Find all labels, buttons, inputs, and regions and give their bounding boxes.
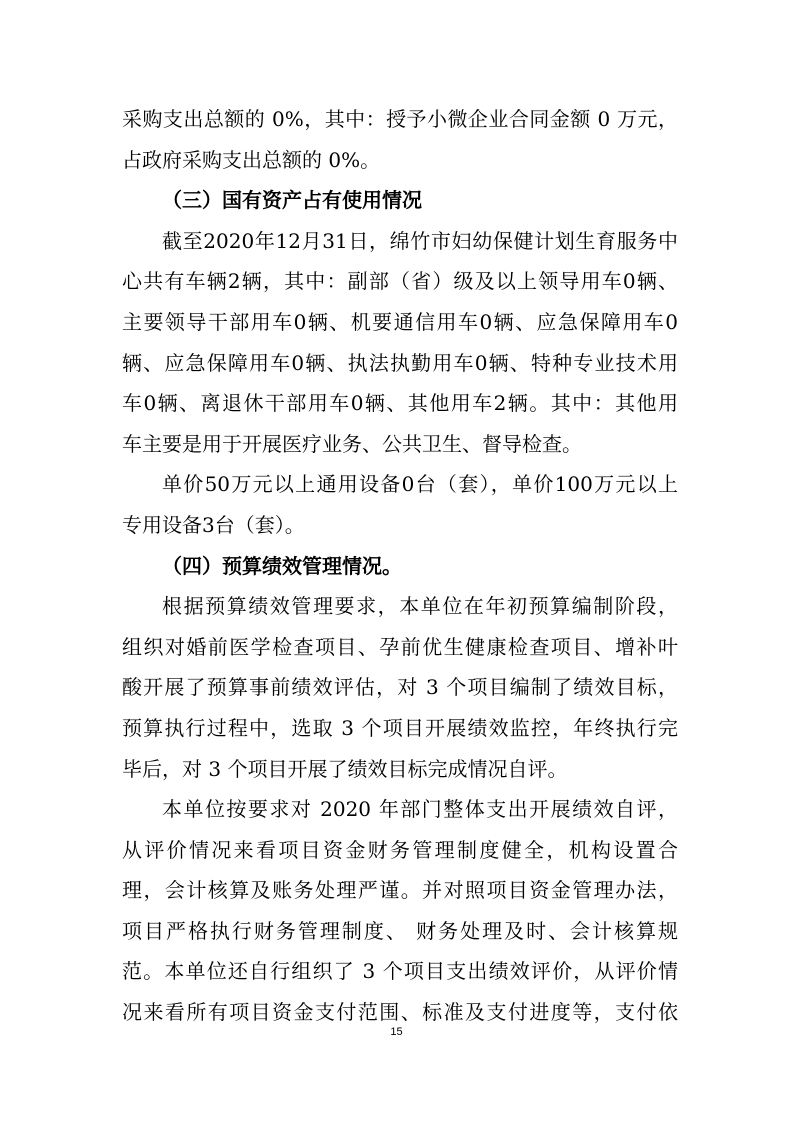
text-line: 截至2020年12月31日，绵竹市妇幼保健计划生育服务中 — [162, 228, 678, 253]
body-text — [122, 99, 678, 1033]
text-line: 预算执行过程中，选取 3 个项目开展绩效监控，年终执行完 — [122, 715, 678, 740]
text-line: 主要领导干部用车0辆、机要通信用车0辆、应急保障用车0 — [122, 309, 678, 334]
text-line: 车主要是用于开展医疗业务、公共卫生、督导检查。 — [122, 431, 582, 456]
text-line: 车0辆、离退休干部用车0辆、其他用车2辆。其中：其他用 — [122, 391, 678, 416]
text-line: 本单位按要求对 2020 年部门整体支出开展绩效自评， — [162, 797, 678, 822]
text-line: 采购支出总额的 0%，其中：授予小微企业合同金额 0 万元， — [122, 107, 678, 131]
text-line: 专用设备3台（套）。 — [122, 512, 305, 537]
text-line: 况来看所有项目资金支付范围、标准及支付进度等，支付依 — [122, 1000, 678, 1025]
text-line: 毕后，对 3 个项目开展了绩效目标完成情况自评。 — [122, 756, 568, 781]
section-heading-performance: （四）预算绩效管理情况。 — [162, 553, 402, 578]
text-line: 根据预算绩效管理要求，本单位在年初预算编制阶段， — [162, 594, 678, 619]
page-number: 15 — [390, 1026, 403, 1038]
text-line: 理，会计核算及账务处理严谨。并对照项目资金管理办法， — [122, 878, 678, 903]
text-line: 单价50万元以上通用设备0台（套），单价100万元以上 — [162, 472, 678, 497]
text-line: 从评价情况来看项目资金财务管理制度健全，机构设置合 — [122, 837, 678, 862]
text-line: 范。本单位还自行组织了 3 个项目支出绩效评价，从评价情 — [122, 959, 678, 984]
section-heading-assets: （三）国有资产占有使用情况 — [162, 188, 422, 213]
text-line: 组织对婚前医学检查项目、孕前优生健康检查项目、增补叶 — [122, 634, 678, 659]
text-line: 酸开展了预算事前绩效评估，对 3 个项目编制了绩效目标， — [122, 675, 678, 700]
text-line: 占政府采购支出总额的 0%。 — [122, 147, 381, 172]
text-line: 心共有车辆2辆，其中：副部（省）级及以上领导用车0辆、 — [122, 269, 678, 294]
text-line: 项目严格执行财务管理制度、 财务处理及时、会计核算规 — [122, 918, 678, 943]
text-line: 辆、应急保障用车0辆、执法执勤用车0辆、特种专业技术用 — [122, 350, 678, 375]
